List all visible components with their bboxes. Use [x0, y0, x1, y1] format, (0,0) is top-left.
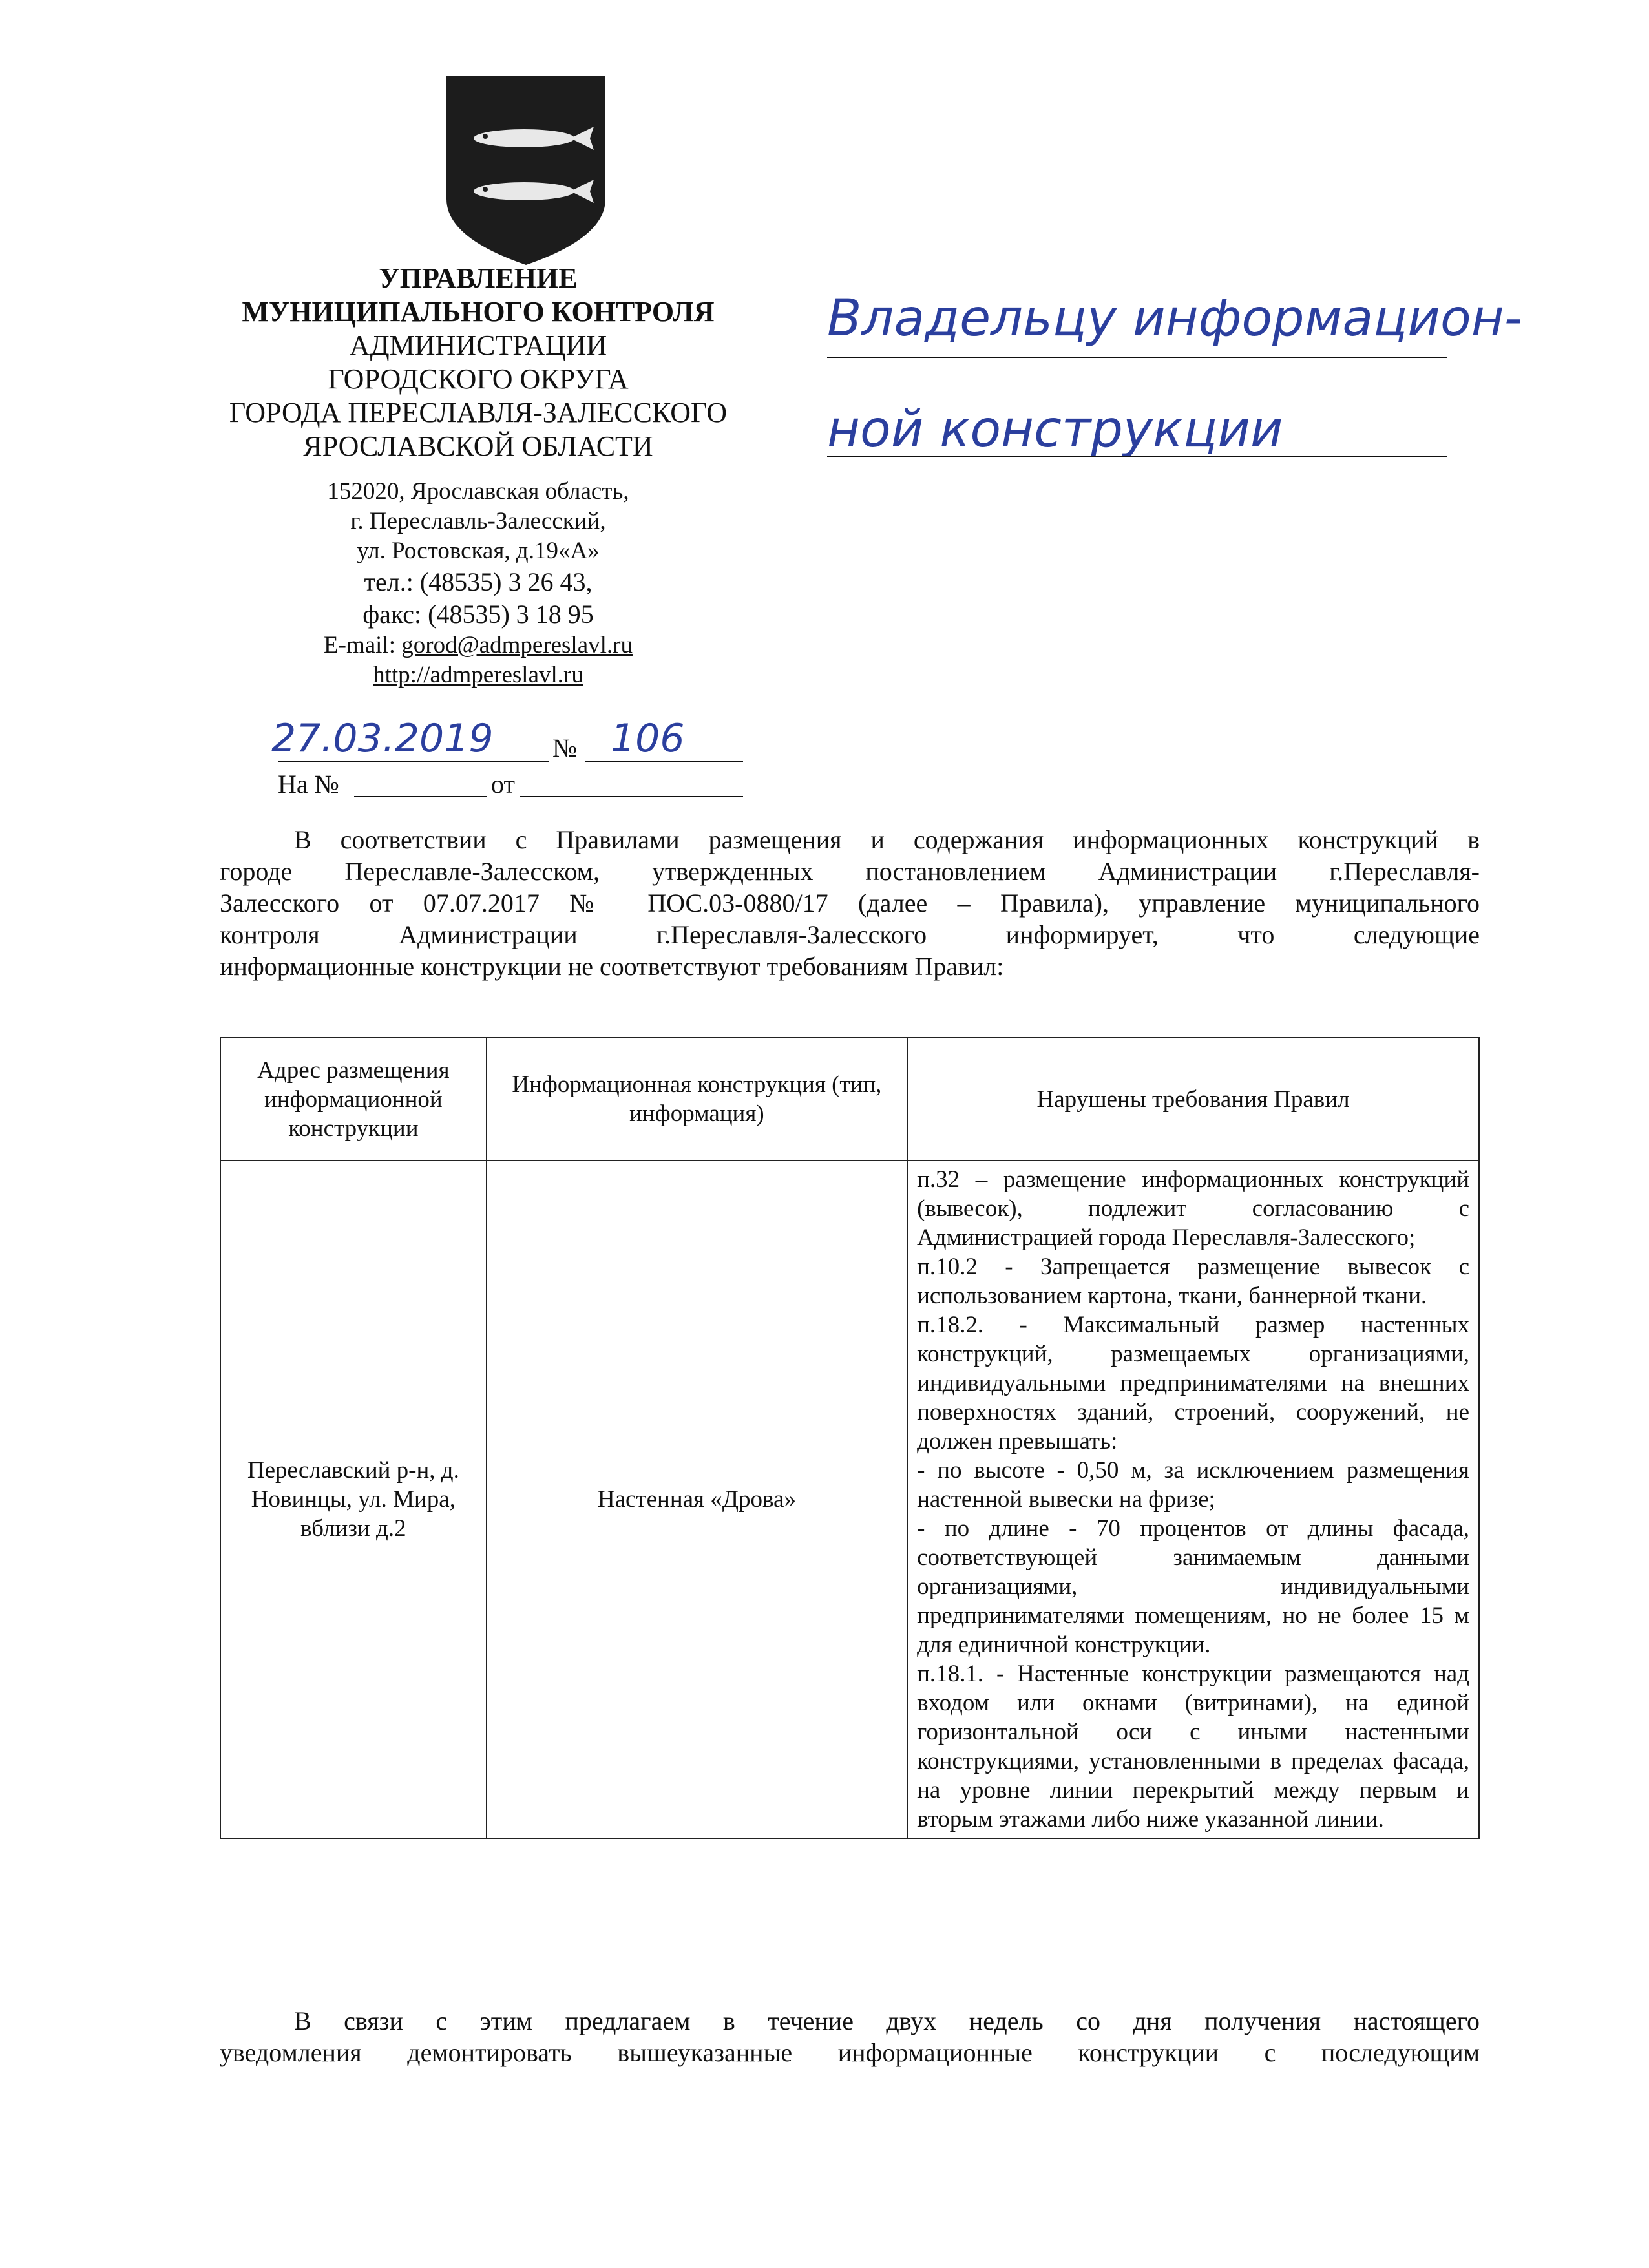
closing-paragraph	[220, 2005, 1480, 2068]
header-line-6: ЯРОСЛАВСКОЙ ОБЛАСТИ	[303, 430, 653, 462]
rule-item: п.32 – размещение информационных конструкций (вывесок), подлежит согласованию с Администрацией города Переславля-Залесского;	[917, 1166, 1469, 1251]
recipient-line-2: ной конструкции	[827, 401, 1283, 459]
table-header-row	[220, 1038, 1479, 1160]
recipient-underline-2	[827, 456, 1447, 457]
organization-header	[220, 262, 737, 463]
rule-item: п.18.1. - Настенные конструкции размещаются над входом или окнами (витринами), на единой горизонтальной оси с иными настенными конструкциями, установленными в пределах фасада, на уровне линии перекрытий между первым и вторым этажами либо ниже указанной линии.	[917, 1661, 1469, 1832]
intro-paragraph	[220, 824, 1480, 982]
closing-line-2: уведомления демонтировать вышеуказанные информационные конструкции с последующим	[220, 2038, 1480, 2067]
email-line	[220, 631, 737, 660]
number-label: №	[552, 733, 578, 762]
header-line-1: УПРАВЛЕНИЕ	[379, 262, 578, 294]
outgoing-number: 106	[611, 716, 685, 761]
closing-line-1: В связи с этим предлагаем в течение двух недель со дня получения настоящего	[294, 2006, 1480, 2035]
intro-line-5: информационные конструкции не соответствуют требованиям Правил:	[220, 952, 1004, 981]
fax-line: факс: (48535) 3 18 95	[362, 600, 594, 629]
number-underline	[585, 761, 743, 762]
cell-address: Переславский р-н, д. Новинцы, ул. Мира, вблизи д.2	[220, 1160, 487, 1838]
cell-violated-rules	[907, 1160, 1479, 1838]
header-line-3: АДМИНИСТРАЦИИ	[349, 330, 607, 361]
header-line-5: ГОРОДА ПЕРЕСЛАВЛЯ-ЗАЛЕССКОГО	[229, 397, 728, 428]
email-label: E-mail:	[324, 632, 402, 658]
rule-item: - по длине - 70 процентов от длины фасада, соответствующей занимаемым данными организациями, индивидуальными предпринимателями помещениям, но не более 15 м для единичной конструкции.	[917, 1515, 1469, 1658]
address-block	[220, 477, 737, 690]
outgoing-date: 27.03.2019	[271, 716, 494, 761]
recipient-underline-1	[827, 357, 1447, 358]
address-line-3: ул. Ростовская, д.19«А»	[357, 538, 600, 564]
intro-line-3: Залесского от 07.07.2017 № ПОС.03-0880/17 (далее – Правила), управление муниципального	[220, 888, 1480, 918]
reference-date-label: от	[491, 770, 515, 799]
coat-of-arms-emblem	[441, 76, 611, 265]
phone-line: тел.: (48535) 3 26 43,	[364, 567, 593, 596]
intro-line-1: В соответствии с Правилами размещения и содержания информационных конструкций в	[294, 825, 1480, 854]
header-violated-rules: Нарушены требования Правил	[907, 1038, 1479, 1160]
recipient-line-1: Владельцу информацион-	[827, 289, 1522, 348]
reference-number-blank	[354, 796, 487, 797]
email-link[interactable]: gorod@admpereslavl.ru	[401, 632, 633, 658]
header-line-2: МУНИЦИПАЛЬНОГО КОНТРОЛЯ	[242, 296, 715, 328]
rule-item: п.10.2 - Запрещается размещение вывесок с использованием картона, ткани, баннерной ткани.	[917, 1254, 1469, 1309]
reference-date-blank	[520, 796, 743, 797]
header-construction: Информационная конструкция (тип, информация)	[487, 1038, 907, 1160]
intro-line-2: городе Переславле-Залесском, утвержденных постановлением Администрации г.Переславля-	[220, 857, 1480, 886]
address-line-2: г. Переславль-Залесский,	[350, 508, 606, 534]
intro-line-4: контроля Администрации г.Переславля-Залесского информирует, что следующие	[220, 920, 1480, 949]
header-address: Адрес размещения информационной конструкции	[220, 1038, 487, 1160]
reference-number-label: На №	[278, 770, 339, 799]
header-line-4: ГОРОДСКОГО ОКРУГА	[328, 363, 629, 395]
violations-table	[220, 1037, 1480, 1839]
cell-construction: Настенная «Дрова»	[487, 1160, 907, 1838]
website-link[interactable]: http://admpereslavl.ru	[373, 662, 583, 688]
rule-item: п.18.2. - Максимальный размер настенных конструкций, размещаемых организациями, индивидуальными предпринимателями на внешних поверхностях зданий, строений, сооружений, не должен превышать:	[917, 1312, 1469, 1454]
rule-item: - по высоте - 0,50 м, за исключением размещения настенной вывески на фризе;	[917, 1457, 1469, 1513]
date-underline	[278, 761, 549, 762]
address-line-1: 152020, Ярославская область,	[327, 478, 629, 505]
table-row	[220, 1160, 1479, 1838]
